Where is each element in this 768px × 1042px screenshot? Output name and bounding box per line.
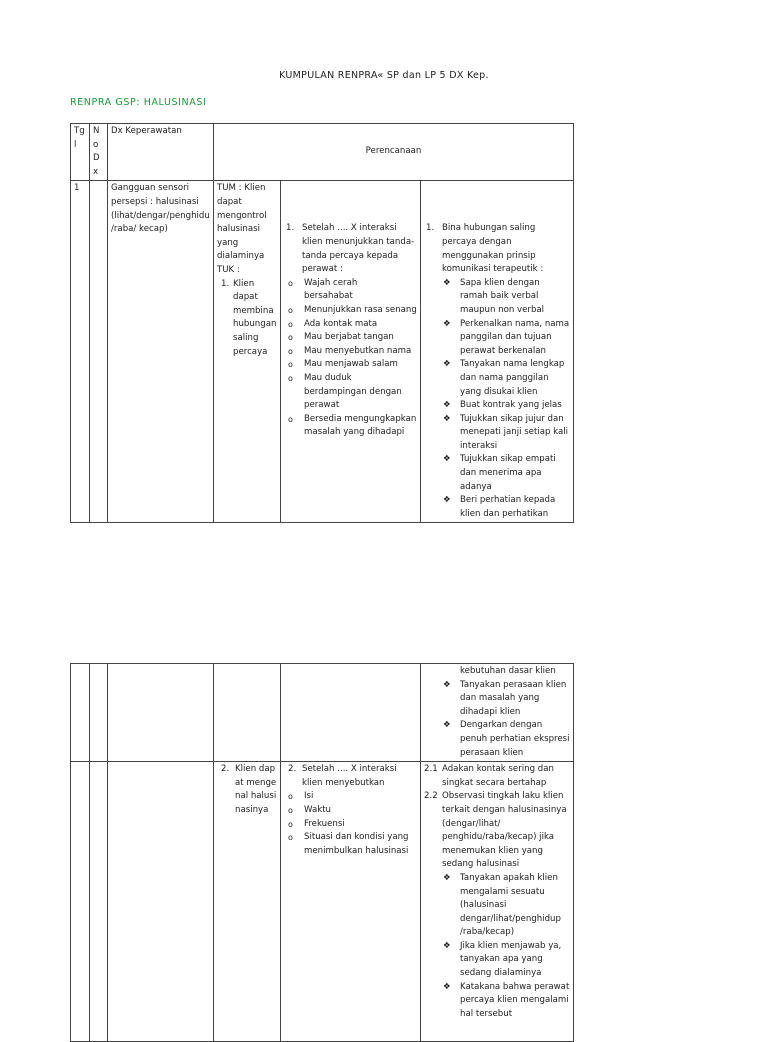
row-goals	[214, 181, 281, 523]
intervention-2-2-number: 2.2	[424, 791, 438, 802]
list-item: o Wajah cerah	[284, 277, 417, 291]
list-item: o Isi	[284, 790, 417, 804]
criteria-list	[284, 277, 417, 440]
header-dx-keperawatan: Dx Keperawatan	[108, 124, 214, 181]
list-item: ❖ Katakana bahwa perawat percaya klien mengalami hal tersebut	[440, 981, 570, 1022]
document-title: KUMPULAN RENPRA« SP dan LP 5 DX Kep.	[279, 70, 489, 81]
tuk-1-number: 1.	[221, 278, 230, 289]
header-no-dx: No Dx	[90, 124, 108, 181]
criteria-2-cell	[281, 762, 421, 1042]
criteria-2-number: 2.	[288, 764, 297, 775]
list-item: o Mau berjabat tangan	[284, 331, 417, 345]
list-item: o Ada kontak mata	[284, 318, 417, 332]
list-item: ❖ Dengarkan dengan penuh perhatian ekspresi perasaan klien	[440, 719, 570, 760]
list-item: o Mau menyebutkan nama	[284, 345, 417, 359]
list-item: ❖ Jika klien menjawab ya, tanyakan apa yang sedang dialaminya	[440, 940, 570, 981]
list-item: ❖ Tanyakan perasaan klien dan masalah yang dihadapi klien	[440, 679, 570, 720]
criteria-1	[284, 222, 417, 276]
criteria-1-number: 1.	[286, 223, 295, 234]
criteria-2-lead: Setelah .... X interaksi klien menyebutkan	[302, 764, 397, 788]
list-item: ❖ Perkenalkan nama, nama panggilan dan tujuan perawat berkenalan	[440, 318, 570, 359]
tuk-2	[217, 763, 277, 817]
tuk-label: TUK :	[217, 264, 240, 275]
list-item: o Bersedia mengungkapkan masalah yang dihadapi	[284, 413, 417, 440]
tuk-2-number: 2.	[221, 764, 230, 775]
list-item: ❖ Tanyakan nama lengkap dan nama panggilan yang disukai klien	[440, 358, 570, 399]
tuk-1	[217, 278, 277, 360]
criteria-1-lead: Setelah .... X interaksi klien menunjukkan tanda-tanda percaya kepada perawat :	[302, 223, 415, 275]
row-criteria	[281, 181, 421, 523]
empty-cell	[90, 664, 108, 762]
list-item: ❖ Tanyakan apakah klien mengalami sesuatu (halusinasi dengar/lihat/penghidup /raba/kecap)	[440, 872, 570, 940]
table-row	[71, 181, 574, 523]
tum-text: TUM : Klien dapat mengontrol halusinasi yang dialaminya	[217, 183, 267, 262]
intervention-1	[424, 222, 570, 276]
tuk-2-cell	[214, 762, 281, 1042]
care-plan-table-page2	[70, 663, 574, 1042]
list-item: o Mau duduk berdampingan dengan perawat	[284, 372, 417, 413]
intervention-2-1-number: 2.1	[424, 764, 438, 775]
intervention-2-1	[424, 763, 570, 790]
continued-interventions	[421, 664, 574, 762]
header-tgl: Tgl	[71, 124, 90, 181]
intervention-list-continued	[424, 679, 570, 761]
intervention-list	[424, 277, 570, 522]
tuk-1-text: Klien dapat membina hubungan saling percaya	[233, 278, 277, 357]
row-diagnosis: Gangguan sensori persepsi : halusinasi (lihat/dengar/penghidu/raba/ kecap)	[108, 181, 214, 523]
row-tgl: 1	[71, 181, 90, 523]
intervention-1-number: 1.	[426, 223, 435, 234]
row-no-dx	[90, 181, 108, 523]
list-item: o Mau menjawab salam	[284, 358, 417, 372]
table-row	[71, 762, 574, 1042]
empty-cell	[108, 762, 214, 1042]
interventions-2-cell	[421, 762, 574, 1042]
list-item: o Menunjukkan rasa senang	[284, 304, 417, 318]
intervention-2-2-text: Observasi tingkah laku klien terkait dengan halusinasinya (dengar/lihat/ penghidu/raba/kecap) jika menemukan klien yang sedang halusinasi	[442, 791, 567, 870]
empty-cell	[214, 664, 281, 762]
list-item: o Waktu	[284, 804, 417, 818]
header-perencanaan: Perencanaan	[214, 124, 574, 181]
continuation-text: kebutuhan dasar klien	[460, 666, 556, 676]
list-item: ❖ Buat kontrak yang jelas	[440, 399, 570, 413]
list-item: o Situasi dan kondisi yang menimbulkan halusinasi	[284, 831, 417, 858]
intervention-2-list	[424, 872, 570, 1022]
section-title: RENPRA GSP: HALUSINASI	[70, 97, 207, 108]
list-item: bersahabat	[304, 291, 353, 302]
row-interventions	[421, 181, 574, 523]
intervention-1-lead: Bina hubungan saling percaya dengan menggunakan prinsip komunikasi terapeutik :	[442, 223, 544, 275]
empty-cell	[71, 762, 90, 1042]
empty-cell	[108, 664, 214, 762]
tuk-2-text: Klien dapat mengenal halusinasinya	[235, 764, 277, 815]
criteria-2-list	[284, 790, 417, 858]
list-item: ❖ Tujukkan sikap jujur dan menepati janji setiap kali interaksi	[440, 413, 570, 454]
criteria-2	[284, 763, 417, 790]
empty-cell	[71, 664, 90, 762]
intervention-2-1-text: Adakan kontak sering dan singkat secara bertahap	[442, 764, 554, 788]
empty-cell	[281, 664, 421, 762]
table-header-row	[71, 124, 574, 181]
list-item: o Frekuensi	[284, 818, 417, 832]
care-plan-table-page1	[70, 123, 574, 523]
empty-cell	[90, 762, 108, 1042]
intervention-2-2	[424, 790, 570, 872]
list-item: ❖ Beri perhatian kepada klien dan perhatikan	[440, 494, 570, 521]
table-row	[71, 664, 574, 762]
list-item: ❖ Tujukkan sikap empati dan menerima apa adanya	[440, 453, 570, 494]
list-item: ❖ Sapa klien dengan ramah baik verbal maupun non verbal	[440, 277, 570, 318]
